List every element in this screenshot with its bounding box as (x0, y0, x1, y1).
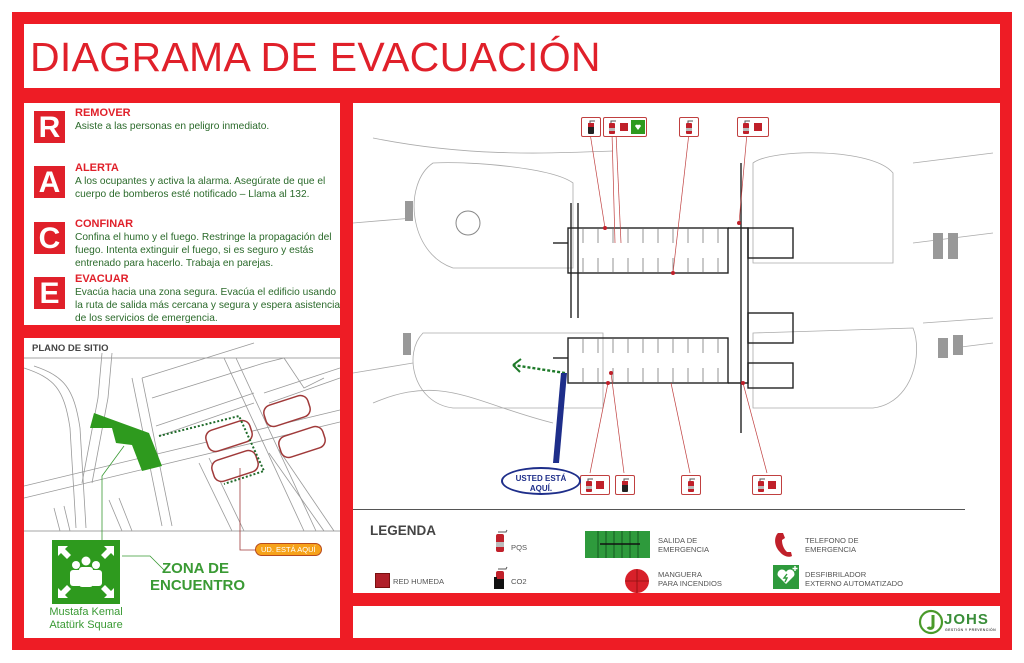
extinguisher-pqs-red-humeda-marker (752, 475, 782, 495)
race-letter-c: C (34, 222, 65, 254)
legend-label-line1: SALIDA DE (658, 536, 698, 545)
meeting-zone-line2: ENCUENTRO (150, 577, 246, 594)
logo-tagline: GESTIÓN Y PREVENCIÓN (945, 628, 997, 632)
extinguisher-pqs-red-humeda-marker (737, 117, 769, 137)
legend-title: LEGENDA (370, 523, 437, 538)
race-heading: EVACUAR (75, 273, 129, 285)
square-name-line2: Atatürk Square (49, 619, 123, 631)
race-letter-a: A (34, 166, 65, 198)
legend-label-emergency-exit (658, 536, 709, 554)
legend-label-line1: MANGUERA (658, 570, 702, 579)
floor-plan-panel (353, 103, 1000, 593)
extinguisher-co2-marker (581, 117, 601, 137)
meeting-zone-label (150, 560, 245, 594)
legend-label-emergency-phone (805, 536, 859, 554)
legend-label-pqs: PQS (511, 543, 528, 552)
you-are-here-oval (501, 467, 581, 495)
legend-label-fire-hose (658, 570, 722, 588)
legend-label-defibrillator (805, 570, 903, 588)
race-heading: REMOVER (75, 107, 131, 119)
race-text: Confina el humo y el fuego. Restringe la propagación del fuego. Intenta extinguir el fuego, si es seguro y estás entrenado para hacerlo. Trabaja en parejas. (75, 232, 332, 269)
extinguisher-pqs-marker (679, 117, 699, 137)
fire-hose-icon (623, 567, 653, 602)
race-heading: CONFINAR (75, 218, 134, 230)
race-text: Asiste a las personas en peligro inmediato. (75, 121, 270, 132)
race-letter-e: E (34, 277, 65, 309)
legend-label-co2: CO2 (511, 577, 527, 586)
square-name (44, 606, 128, 632)
site-plan-panel (24, 338, 340, 638)
legend-label-line2: EMERGENCIA (805, 545, 857, 554)
legend-divider (353, 509, 965, 510)
page-title: DIAGRAMA DE EVACUACIÓN (30, 34, 601, 80)
extinguisher-pqs-marker-group (603, 117, 647, 137)
extinguisher-pqs-red-humeda-marker (580, 475, 610, 495)
johs-logo-mark-icon (918, 608, 944, 636)
you-are-here-line2: AQUÍ. (529, 484, 553, 493)
square-name-line1: Mustafa Kemal (49, 606, 123, 618)
extinguisher-co2-icon (493, 565, 509, 596)
legend-label-line1: TELEFONO DE (805, 536, 859, 545)
site-plan-label: PLANO DE SITIO (32, 343, 109, 354)
extinguisher-pqs-icon (493, 528, 509, 559)
race-panel (24, 103, 340, 325)
extinguisher-co2-marker (615, 475, 635, 495)
you-are-here-line1: USTED ESTÁ (515, 474, 567, 483)
title-panel (24, 24, 1000, 88)
legend-label-line2: EMERGENCIA (658, 545, 710, 554)
you-are-here-badge: UD. ESTÁ AQUÍ (255, 543, 322, 556)
race-text: Evacúa hacia una zona segura. Evacúa el edificio usando la ruta de salida más cercana y segura y espera asistencia de los servicios de emergencia. (75, 287, 341, 324)
extinguisher-pqs-marker (681, 475, 701, 495)
race-heading: ALERTA (75, 162, 119, 174)
johs-logo (918, 608, 998, 636)
legend-label-red-humeda: RED HUMEDA (393, 577, 445, 586)
race-letter-r: R (34, 111, 65, 143)
legend-label-line2: PARA INCENDIOS (658, 579, 722, 588)
red-humeda-icon (375, 573, 390, 588)
defibrillator-icon (773, 565, 799, 589)
legend-label-line1: DESFIBRILADOR (805, 570, 867, 579)
floor-plan-drawing (353, 103, 1000, 513)
meeting-zone-sign-icon (52, 540, 120, 604)
meeting-zone-line1: ZONA DE (162, 560, 229, 577)
logo-name: JOHS (944, 611, 989, 628)
legend-label-line2: EXTERNO AUTOMATIZADO (805, 579, 904, 588)
race-text: A los ocupantes y activa la alarma. Asegúrate de que el cuerpo de bomberos esté notificado – Llama al 132. (75, 176, 326, 200)
emergency-exit-icon (585, 531, 650, 558)
logo-panel (353, 606, 1000, 638)
emergency-phone-icon (773, 531, 795, 564)
